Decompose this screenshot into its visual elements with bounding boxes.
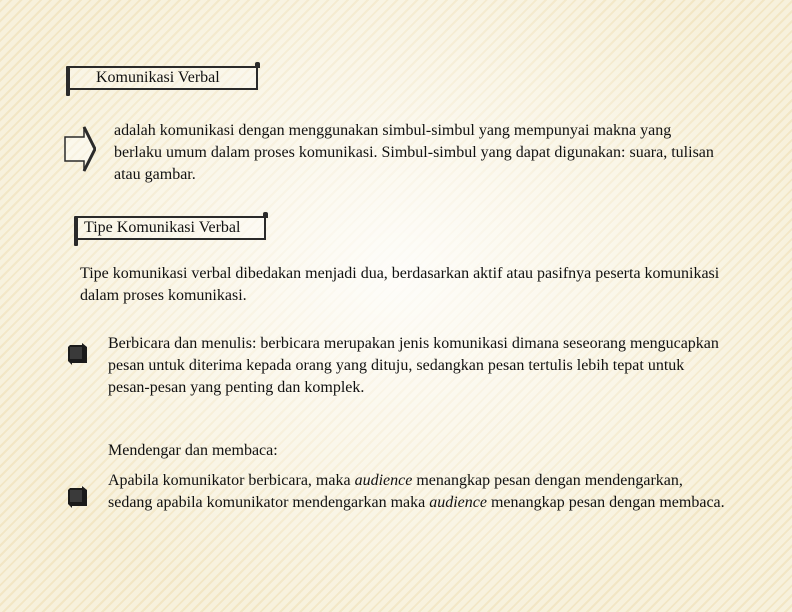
square-bullet-icon bbox=[68, 486, 88, 508]
heading-komunikasi-verbal bbox=[68, 66, 258, 90]
bullet2-part3: menangkap pesan dengan membaca. bbox=[486, 494, 725, 511]
intro-text: Tipe komunikasi verbal dibedakan menjadi dua, berdasarkan aktif atau pasifnya peserta komunikasi dalam proses komunikasi. bbox=[80, 265, 720, 304]
right-arrow-icon bbox=[64, 126, 96, 172]
heading-tipe-komunikasi-verbal-text: Tipe Komunikasi Verbal bbox=[84, 219, 241, 236]
bullet-mendengar-membaca-text bbox=[108, 470, 728, 514]
heading-tipe-komunikasi-verbal bbox=[76, 216, 266, 240]
bullet2-part2: menangkap pesan dengan mendengarkan, sedang apabila komunikator mendengarkan maka bbox=[108, 472, 683, 511]
bullet2-audience-1: audience bbox=[354, 472, 413, 489]
heading-komunikasi-verbal-text: Komunikasi Verbal bbox=[96, 69, 220, 86]
bullet-mendengar-membaca-heading: Mendengar dan membaca: bbox=[108, 442, 278, 459]
bullet2-audience-2: audience bbox=[429, 494, 487, 511]
bullet2-part1: Apabila komunikator berbicara, maka bbox=[108, 472, 355, 489]
square-bullet-icon bbox=[68, 343, 88, 365]
bullet-berbicara-menulis: Berbicara dan menulis: berbicara merupakan jenis komunikasi dimana seseorang mengucapkan pesan untuk diterima kepada orang yang dituju, sedangkan pesan tertulis lebih tepat untuk pesan-pesan yang penting dan komplek. bbox=[108, 335, 719, 396]
definition-text: adalah komunikasi dengan menggunakan simbul-simbul yang mempunyai makna yang berlaku umum dalam proses komunikasi. Simbul-simbul yang dapat digunakan: suara, tulisan atau gambar. bbox=[114, 122, 714, 183]
